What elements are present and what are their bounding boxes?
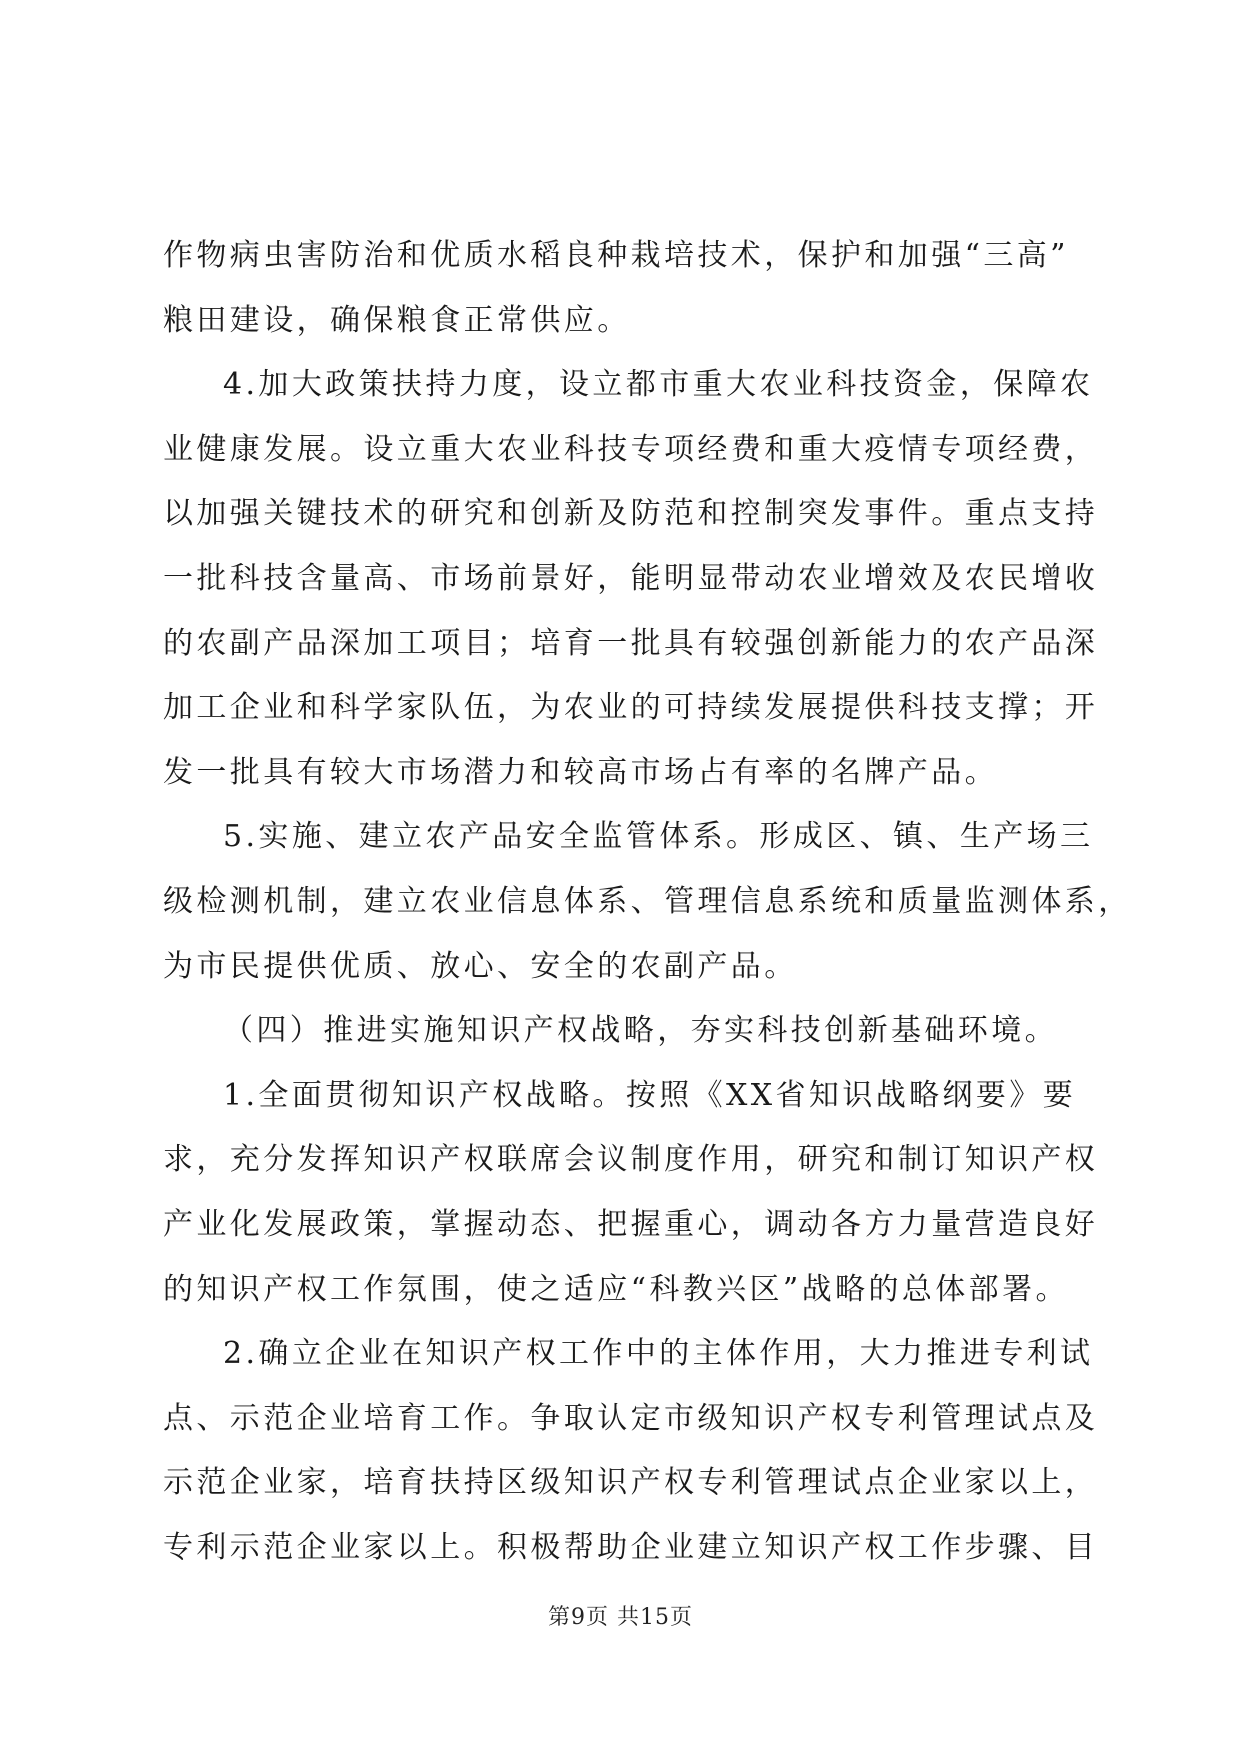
- text-line: 点、示范企业培育工作。争取认定市级知识产权专利管理试点及: [163, 1400, 1099, 1436]
- page-number-footer: 第9页 共15页: [548, 1605, 693, 1630]
- text-line: 的知识产权工作氛围，使之适应“科教兴区”战略的总体部署。: [163, 1271, 1069, 1307]
- text-line: 级检测机制，建立农业信息体系、管理信息系统和质量监测体系，: [163, 883, 1132, 919]
- text-line: 专利示范企业家以上。积极帮助企业建立知识产权工作步骤、目: [163, 1529, 1099, 1565]
- paragraph-5-start: 5.实施、建立农产品安全监管体系。形成区、镇、生产场三: [223, 819, 1094, 855]
- text-line: 以加强关键技术的研究和创新及防范和控制突发事件。重点支持: [163, 496, 1099, 532]
- text-line: 业健康发展。设立重大农业科技专项经费和重大疫情专项经费，: [163, 431, 1099, 467]
- text-line: 作物病虫害防治和优质水稻良种栽培技术，保护和加强“三高”: [163, 238, 1069, 273]
- section-heading: （四）推进实施知识产权战略，夯实科技创新基础环境。: [223, 1013, 1058, 1049]
- text-line: 加工企业和科学家队伍，为农业的可持续发展提供科技支撑；开: [163, 690, 1099, 726]
- paragraph-1-start: 1.全面贯彻知识产权战略。按照《XX省知识战略纲要》要: [223, 1077, 1077, 1113]
- paragraph-2-start: 2.确立企业在知识产权工作中的主体作用，大力推进专利试: [223, 1336, 1094, 1372]
- body-text: [163, 224, 1132, 1580]
- text-line: 为市民提供优质、放心、安全的农副产品。: [163, 948, 798, 984]
- paragraph-4-start: 4.加大政策扶持力度，设立都市重大农业科技资金，保障农: [223, 367, 1094, 403]
- text-line: 的农副产品深加工项目；培育一批具有较强创新能力的农产品深: [163, 625, 1099, 661]
- text-line: 一批科技含量高、市场前景好，能明显带动农业增效及农民增收: [163, 560, 1099, 596]
- text-line: 粮田建设，确保粮食正常供应。: [163, 302, 631, 338]
- text-line: 产业化发展政策，掌握动态、把握重心，调动各方力量营造良好: [163, 1206, 1099, 1242]
- text-line: 示范企业家，培育扶持区级知识产权专利管理试点企业家以上，: [163, 1465, 1099, 1501]
- text-line: 求，充分发挥知识产权联席会议制度作用，研究和制订知识产权: [163, 1142, 1099, 1178]
- text-line: 发一批具有较大市场潜力和较高市场占有率的名牌产品。: [163, 754, 998, 790]
